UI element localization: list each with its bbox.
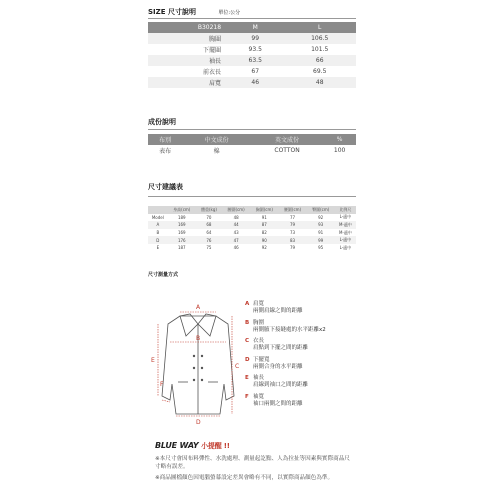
- legend-desc: 兩側合身的水平距離: [253, 363, 303, 370]
- legend-letter: F: [245, 393, 249, 400]
- coat-outline: [162, 314, 234, 414]
- divider: [148, 18, 356, 19]
- table-cell: 99: [227, 33, 283, 44]
- legend-letter: B: [245, 319, 250, 326]
- legend-letter: C: [245, 338, 250, 344]
- table-row: [148, 66, 356, 77]
- row-label: 肩寬: [148, 77, 227, 88]
- table-header-cell: 體重(kg): [196, 206, 222, 214]
- table-cell: 87: [250, 221, 278, 229]
- table-cell: 73: [289, 230, 296, 236]
- table-cell: 91: [261, 214, 267, 220]
- legend-name: 衣長: [253, 338, 265, 344]
- table-cell: E: [156, 245, 160, 251]
- table-header-row: [148, 206, 356, 214]
- table-cell: 106.5: [283, 33, 356, 44]
- measure-legend: [245, 301, 360, 412]
- table-cell: 69.5: [313, 68, 327, 75]
- table-cell: 83: [278, 236, 306, 244]
- table-cell: L-適中: [339, 214, 352, 220]
- table-cell: 70: [206, 214, 212, 220]
- measure-section-title: 尺寸測量方式: [148, 272, 179, 278]
- table-cell: 176: [168, 236, 196, 244]
- table-header-cell: 布別: [148, 134, 182, 145]
- table-cell: 63.5: [227, 55, 283, 66]
- table-cell: 92: [318, 214, 324, 220]
- size-section-title: SIZE 尺寸說明 單位:公分: [148, 8, 241, 16]
- table-row: [148, 77, 356, 88]
- table-cell: A: [148, 221, 168, 229]
- size-table: [148, 22, 356, 88]
- table-cell: 99: [307, 236, 335, 244]
- composition-table: [148, 134, 356, 156]
- table-cell: 187: [177, 245, 186, 251]
- table-cell: 77: [289, 214, 296, 220]
- legend-letter: E: [245, 375, 249, 381]
- table-cell: 92: [261, 245, 267, 251]
- table-header-cell: [148, 206, 168, 214]
- diagram-label-a: A: [196, 304, 201, 311]
- brand-reminder: [155, 441, 230, 451]
- table-cell: 48: [233, 214, 239, 220]
- table-header-row: [148, 22, 356, 33]
- diagram-label-f: F: [160, 381, 164, 388]
- note-text: ※商品圖檔顏色因電腦螢幕設定差異會略有不同，以實際商品顏色為準。: [155, 475, 334, 481]
- table-cell: 91: [318, 230, 324, 236]
- table-cell: 67: [251, 68, 260, 75]
- row-label: 胸圍: [148, 33, 227, 44]
- table-cell: 46: [233, 245, 239, 251]
- table-header-cell: %: [323, 134, 356, 145]
- coat-diagram: [150, 296, 245, 436]
- table-header-cell: 腰圍(cm): [278, 206, 306, 214]
- table-cell: 100: [333, 147, 346, 154]
- table-header-cell: M: [227, 22, 283, 33]
- diagram-label-c: C: [235, 363, 240, 370]
- legend-desc: 肩點到下擺之間的距離: [253, 345, 309, 351]
- table-cell: 43: [233, 230, 239, 236]
- table-cell: 95: [318, 245, 324, 251]
- table-header-cell: 腰圍(cm): [222, 206, 250, 214]
- table-cell: 47: [222, 236, 250, 244]
- table-cell: B: [156, 230, 160, 236]
- table-header-row: [148, 134, 356, 145]
- legend-letter: A: [245, 301, 250, 307]
- table-row: [148, 229, 356, 237]
- legend-item: [245, 375, 360, 394]
- legend-name: 肩寬: [253, 301, 265, 307]
- table-cell: 66: [283, 55, 356, 66]
- composition-section-title: 成份說明: [148, 118, 176, 126]
- measure-lines: [158, 312, 232, 416]
- table-cell: 44: [222, 221, 250, 229]
- table-cell: 189: [177, 214, 186, 220]
- legend-desc: 袖口兩側之間的距離: [253, 400, 303, 407]
- table-cell: L-適中: [335, 236, 356, 244]
- table-header-cell: L: [283, 22, 356, 33]
- table-cell: 76: [196, 236, 222, 244]
- table-cell: 93: [307, 221, 335, 229]
- table-cell: 169: [168, 221, 196, 229]
- table-row: [148, 44, 356, 55]
- legend-item: [245, 338, 360, 357]
- diagram-label-d: D: [196, 419, 201, 426]
- suggestion-table: [148, 206, 356, 252]
- legend-letter: D: [245, 356, 250, 363]
- table-header-cell: B30218: [148, 22, 227, 33]
- table-row: [148, 214, 356, 222]
- legend-name: 下擺寬: [253, 356, 270, 363]
- table-cell: 75: [206, 245, 212, 251]
- table-header-cell: 中文成份: [182, 134, 251, 145]
- table-row: [148, 33, 356, 44]
- table-cell: COTTON: [274, 147, 300, 154]
- table-row: [148, 236, 356, 244]
- table-cell: 棉: [213, 148, 220, 155]
- table-row: [148, 221, 356, 229]
- row-label: 前衣長: [203, 69, 222, 76]
- table-cell: M-適中: [338, 229, 352, 235]
- table-cell: 101.5: [311, 46, 329, 53]
- legend-desc: 兩側腋下接縫處的水平距離x2: [253, 326, 326, 333]
- table-cell: 48: [283, 77, 356, 88]
- diagram-label-b: B: [196, 335, 201, 342]
- table-header-cell: 胸圍(cm): [250, 206, 278, 214]
- suggest-section-title: 尺寸建議表: [148, 183, 183, 191]
- diagram-label-e: E: [151, 357, 155, 364]
- table-cell: 169: [177, 230, 186, 236]
- table-header-cell: 英文成份: [251, 134, 323, 145]
- unit-label: 單位:公分: [218, 10, 241, 16]
- divider: [148, 196, 356, 197]
- table-cell: 90: [250, 236, 278, 244]
- table-row: [148, 244, 356, 252]
- table-cell: D: [148, 236, 168, 244]
- table-header-cell: 比例尺: [335, 206, 356, 214]
- legend-name: 胸圍: [253, 319, 265, 326]
- table-cell: 64: [206, 230, 212, 236]
- row-label: 下擺圍: [203, 47, 222, 54]
- table-cell: M-適中: [335, 221, 356, 229]
- table-cell: L-適中: [339, 244, 352, 250]
- legend-desc: 肩線到袖口之間的距離: [253, 382, 309, 388]
- table-cell: 93.5: [248, 46, 262, 53]
- table-header-cell: 身高(cm): [168, 206, 196, 214]
- tip-label: 小提醒 !!: [201, 442, 230, 450]
- row-label: 袖長: [148, 55, 227, 66]
- table-row: [148, 145, 356, 156]
- table-cell: 68: [196, 221, 222, 229]
- legend-name: 袖寬: [253, 393, 265, 400]
- legend-name: 袖長: [253, 375, 265, 381]
- note-text: ※本尺寸會因布料彈性、水洗處理、測量起訖點、人為拉扯等因素與實際商品尺寸略有誤差。: [155, 456, 350, 470]
- table-cell: 82: [261, 230, 267, 236]
- legend-item: [245, 320, 360, 339]
- divider: [148, 129, 356, 130]
- table-cell: 79: [289, 245, 296, 251]
- table-cell: 表布: [159, 148, 172, 155]
- table-cell: 79: [278, 221, 306, 229]
- table-cell: 46: [227, 77, 283, 88]
- legend-item: [245, 394, 360, 413]
- brand-logo: BLUE WAY: [155, 441, 199, 450]
- table-row: [148, 55, 356, 66]
- legend-item: [245, 357, 360, 376]
- legend-item: [245, 301, 360, 320]
- legend-desc: 兩側肩線之間的距離: [253, 308, 303, 314]
- table-header-cell: 臀圍(cm): [307, 206, 335, 214]
- table-cell: Model: [151, 214, 164, 220]
